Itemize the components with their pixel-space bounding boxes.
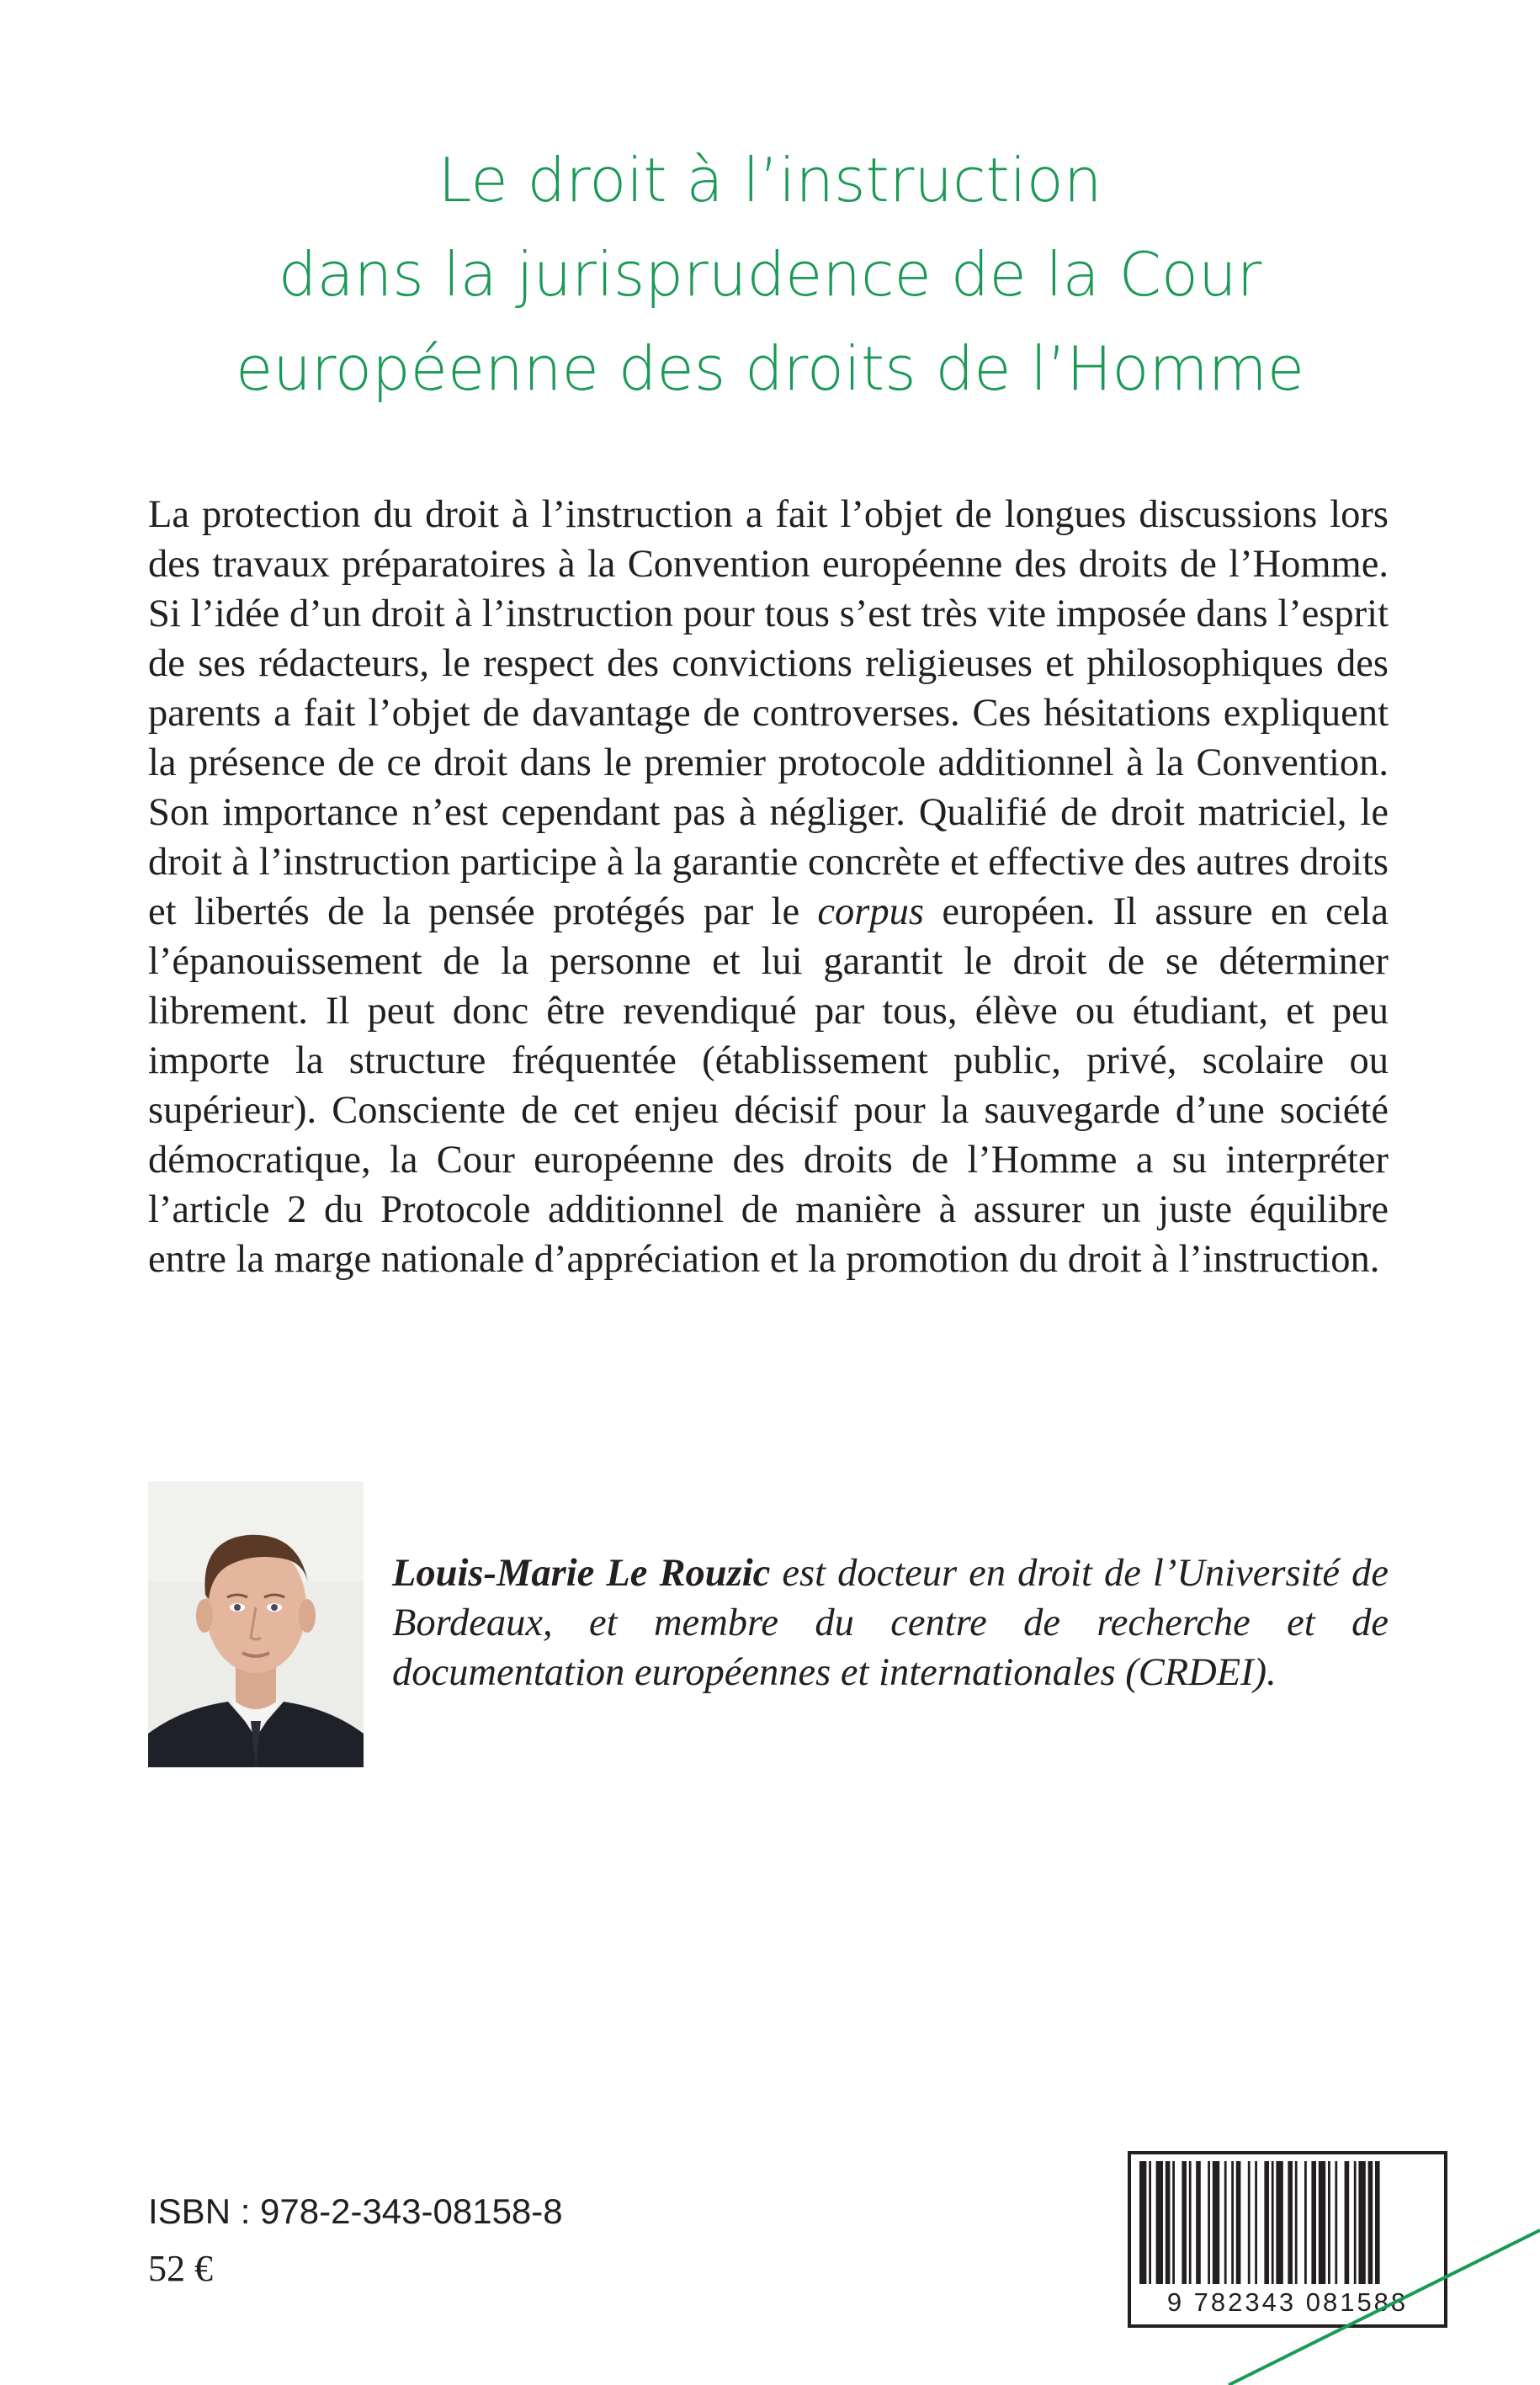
title-line-2: dans la jurisprudence de la Cour: [278, 239, 1262, 310]
isbn: ISBN : 978-2-343-08158-8: [148, 2191, 563, 2231]
author-name: Louis-Marie Le Rouzic: [392, 1552, 771, 1595]
barcode-number: 9 782343 081588: [1131, 2287, 1444, 2318]
title-line-1: Le droit à l’instruction: [438, 145, 1102, 215]
title-line-3: européenne des droits de l’Homme: [235, 333, 1305, 404]
blurb-text-part-1: La protection du droit à l’instruction a fait l’objet de longues discussions lors des travaux préparatoires à la Convention européenne des droits de l’Homme. Si l’idée d’un droit à l’instruction pour tous s’est très vite imposée dans l’esprit de ses rédacteurs, le respect des convictions religieuses et philosophiques des parents a fait l’objet de davantage de controverses. Ces hésitations expliquent la présence de ce droit dans le premier protocole additionnel à la Convention. Son importance n’est cependant pas à négliger. Qualifié de droit matriciel, le droit à l’instruction participe à la garantie concrète et effective des autres droits et libertés de la pensée protégés par le: [148, 493, 1389, 933]
price: 52 €: [148, 2248, 213, 2289]
blurb-text-part-2: européen. Il assure en cela l’épanouissement de la personne et lui garantit le droit de se déterminer librement. Il peut donc être revendiqué par tous, élève ou étudiant, et peu importe la structure fréquentée (établissement public, privé, scolaire ou supérieur). Consciente de cet enjeu décisif pour la sauvegarde d’une société démocratique, la Cour européenne des droits de l’Homme a su interpréter l’article 2 du Protocole additionnel de manière à assurer un juste équilibre entre la marge nationale d’appréciation et la promotion du droit à l’instruction.: [148, 890, 1389, 1281]
author-bio-text: est docteur en droit de l’Université de Bordeaux, et membre du centre de recherche et de documentation européennes et internationales (CRDEI).: [392, 1552, 1389, 1694]
blurb-italic-word: corpus: [817, 890, 925, 933]
